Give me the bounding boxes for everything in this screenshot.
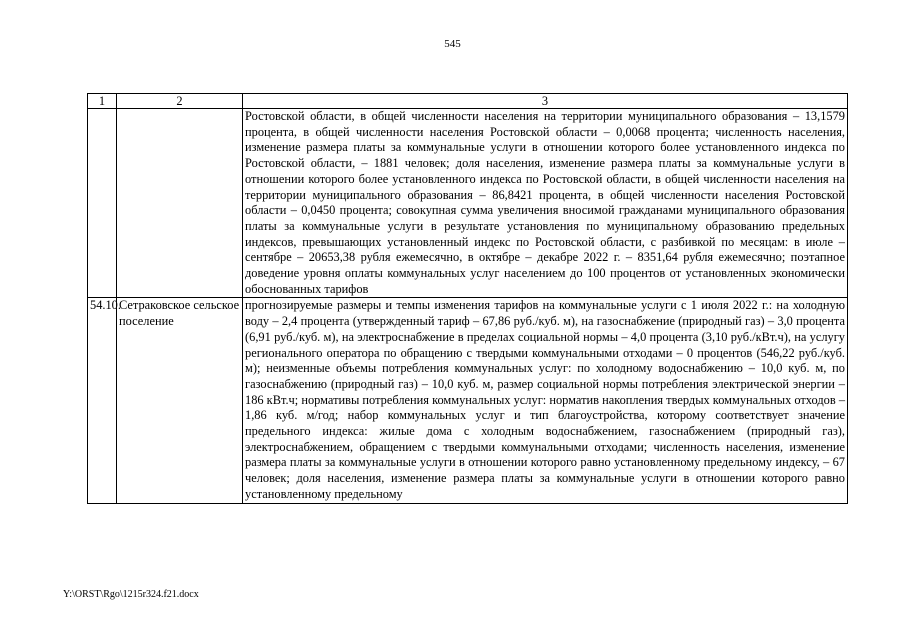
- column-header-3: 3: [243, 94, 848, 109]
- row-settlement-name: Сетраковское сельское поселение: [117, 298, 243, 503]
- page-number: 545: [444, 38, 461, 50]
- document-table: [87, 93, 848, 504]
- table-row: [88, 298, 848, 503]
- row-number: [88, 109, 117, 298]
- row-description: прогнозируемые размеры и темпы изменения тарифов на коммунальные услуги с 1 июля 2022 г.: на холодную воду – 2,4 процента (утвержденный тариф – 67,86 руб./куб. м), на газоснабжение (природный газ) – 3,0 процента (6,91 руб./куб. м), на электроснабжение в пределах социальной нормы – 4,0 процента (3,10 руб./кВт.ч), на услугу регионального оператора по обращению с твердыми коммунальными отходами – 0 процентов (546,22 руб./куб. м); неизменные объемы потребления коммунальных услуг: по холодному водоснабжению – 10,0 куб. м, по газоснабжению (природный газ) – 10,0 куб. м, размер социальной нормы потребления электрической энергии – 186 кВт.ч; нормативы потребления коммунальных услуг: норматив накопления твердых коммунальных отходов – 1,86 куб. м/год; набор коммунальных услуг и тип благоустройства, которому соответствует значение предельного индекса: жилые дома с холодным водоснабжением, газоснабжением (природный газ), электроснабжением, обращением с твердыми коммунальными отходами; численность населения, изменение размера платы за коммунальные услуги в отношении которого равно установленному предельному индексу, – 67 человек; доля населения, изменение размера платы за коммунальные услуги в отношении которого равно установленному предельному: [243, 298, 848, 503]
- table-header-row: [88, 94, 848, 109]
- column-header-2: 2: [117, 94, 243, 109]
- column-header-1: 1: [88, 94, 117, 109]
- table-row: [88, 109, 848, 298]
- row-description: Ростовской области, в общей численности населения на территории муниципального образования – 13,1579 процента, в общей численности населения Ростовской области – 0,0068 процента; численность населения, изменение размера платы за коммунальные услуги в отношении которого более установленного индекса по Ростовской области, – 1881 человек; доля населения, изменение размера платы за коммунальные услуги в отношении которого более установленного индекса по Ростовской области, в общей численности населения на территории муниципального образования – 86,8421 процента, в общей численности населения Ростовской области – 0,0450 процента; совокупная сумма увеличения вносимой гражданами муниципального образования платы за коммунальные услуги в результате установления по муниципальному образованию предельных индексов, превышающих установленный индекс по Ростовской области, с разбивкой по месяцам: в июле – сентябре – 20653,38 рубля ежемесячно, в октябре – декабре 2022 г. – 8351,64 рубля ежемесячно; поэтапное доведение уровня оплаты коммунальных услуг населением до 100 процентов от установленных экономически обоснованных тарифов: [243, 109, 848, 298]
- row-number: 54.10.: [88, 298, 117, 503]
- row-settlement-name: [117, 109, 243, 298]
- footer-file-path: Y:\ORST\Rgo\1215r324.f21.docx: [63, 589, 199, 600]
